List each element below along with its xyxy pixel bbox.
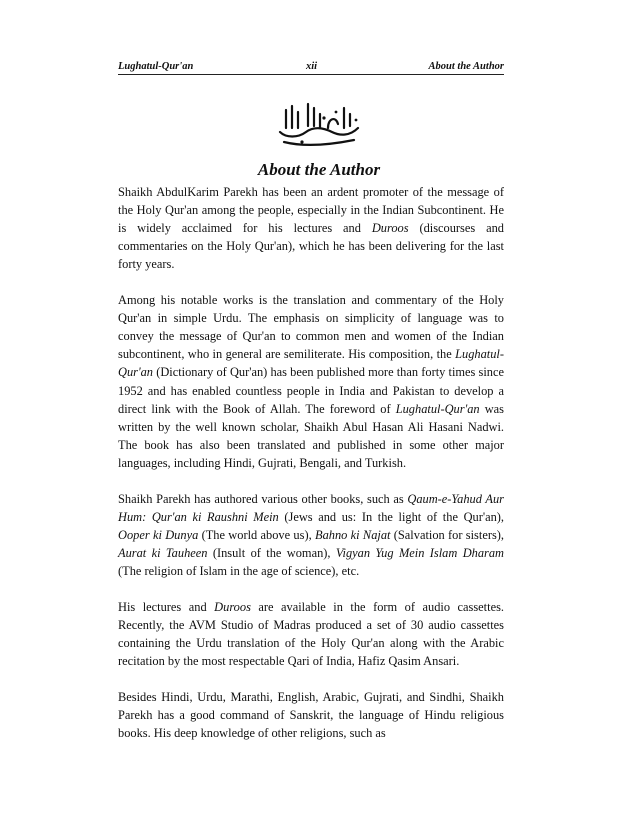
italic-title: Aurat ki Tauheen xyxy=(118,545,208,560)
text-run: (discourses and commentaries on the Holy Qur'an), which he has been delivering for the last forty years. xyxy=(118,221,504,272)
paragraph xyxy=(118,490,504,580)
text-run: (The religion of Islam in the age of science), etc. xyxy=(118,563,360,578)
text-run: Besides Hindi, Urdu, Marathi, English, Arabic, Gujrati, and Sindhi, Shaikh Parekh has a good command of Sanskrit, the language of Hindu religious books. His deep knowledge of other religions, such as xyxy=(118,690,504,741)
paragraph xyxy=(118,688,504,742)
paragraph xyxy=(118,598,504,670)
body-text xyxy=(118,183,504,742)
italic-title: Duroos xyxy=(214,600,251,615)
bismillah-calligraphy-icon xyxy=(274,98,364,148)
text-run: (Salvation for sisters), xyxy=(390,527,504,542)
paragraph xyxy=(118,291,504,471)
italic-title: Duroos xyxy=(371,221,409,236)
header-section-title: About the Author xyxy=(428,61,504,72)
italic-title: Ooper ki Dunya xyxy=(118,527,199,542)
text-run: (Insult of the woman), xyxy=(207,545,336,560)
italic-title: Vigyan Yug Mein Islam Dharam xyxy=(335,545,505,560)
text-run: are available in the form of audio cassettes. Recently, the AVM Studio of Madras produced a set of 30 audio cassettes containing the Urdu translation of the Holy Qur'an along with the Arabic recitation by the most respectable Qari of India, Hafiz Qasim Ansari. xyxy=(118,600,504,669)
italic-title: Lughatul-Qur'an xyxy=(395,401,480,416)
italic-title: Lughatul-Qur'an xyxy=(118,347,504,380)
text-run: (Dictionary of Qur'an) has been published more than forty times since 1952 and has enabled countless people in India and Pakistan to develop a direct link with the Book of Allah. The foreword of xyxy=(118,365,504,416)
text-run: Shaikh AbdulKarim Parekh has been an ardent promoter of the message of the Holy Qur'an among the people, especially in the Indian Subcontinent. He is widely acclaimed for his lectures and xyxy=(118,185,504,236)
italic-title: Bahno ki Najat xyxy=(315,527,391,542)
paragraph xyxy=(118,183,504,273)
page-title: About the Author xyxy=(257,160,381,179)
text-run: was written by the well known scholar, Shaikh Abul Hasan Ali Hasani Nadwi. The book has also been translated and published in some other major languages, including Hindi, Gujrati, Bengali, and Turkish. xyxy=(118,401,504,470)
text-run: (Jews and us: In the light of the Qur'an), xyxy=(278,509,504,524)
running-header xyxy=(118,58,504,75)
text-run: (The world above us), xyxy=(198,527,315,542)
header-book-title: Lughatul-Qur'an xyxy=(118,61,194,72)
text-run: Among his notable works is the translation and commentary of the Holy Qur'an in simple Urdu. The emphasis on simplicity of language was to convey the message of Qur'an to common men and women of the Indian subcontinent, who in general are semiliterate. His composition, the xyxy=(118,293,504,362)
text-run: His lectures and xyxy=(118,600,215,615)
text-run: Shaikh Parekh has authored various other books, such as xyxy=(118,491,408,506)
header-page-number: xii xyxy=(306,61,318,72)
italic-title: Qaum-e-Yahud Aur Hum: Qur'an ki Raushni Mein xyxy=(118,491,504,524)
